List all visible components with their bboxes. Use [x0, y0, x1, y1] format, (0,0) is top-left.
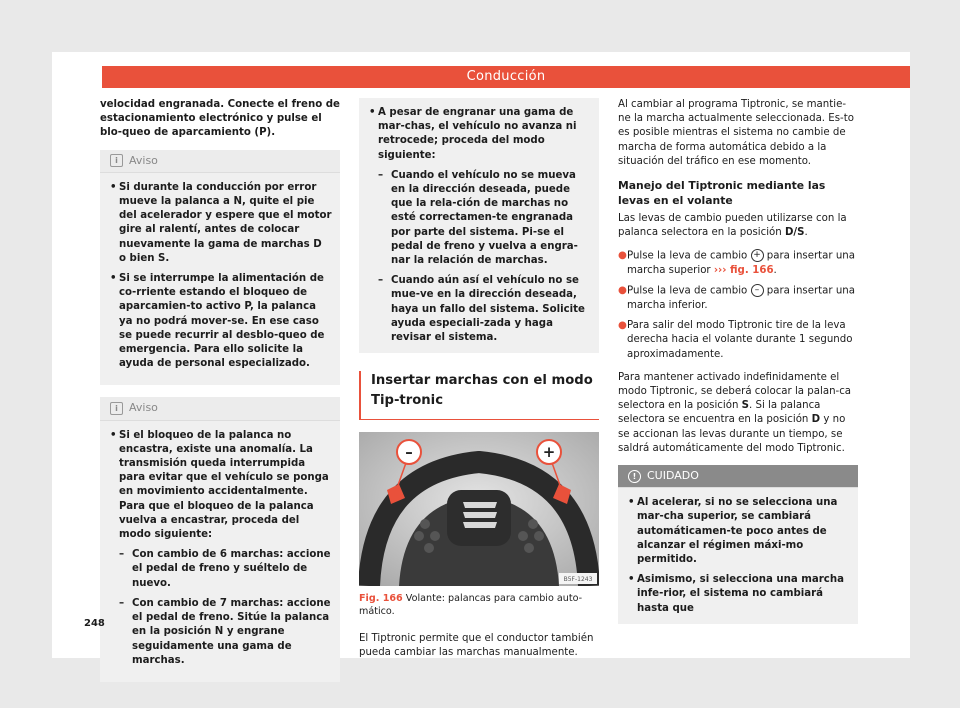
column-right	[618, 98, 858, 636]
steering-wheel-figure	[359, 432, 599, 586]
notice-bullet: • Si durante la conducción por error mueve la palanca a N, quite el pie del acelerador y espere que el motor gire al ralentí, antes de colocar nuevamente la gama de marchas D o bien S.	[110, 181, 332, 266]
page-header: Conducción	[102, 66, 910, 88]
notice-dash-item: – Con cambio de 7 marchas: accione el pedal de freno. Sitúe la palanca en la posición N y engrane seguidamente una gama de marchas.	[110, 597, 332, 668]
paragraph-2: Las levas de cambio pueden utilizarse con la palanca selectora en la posición D/S.	[618, 213, 847, 239]
notice-dash-item: – Cuando el vehículo no se mueva en la dirección deseada, puede que la rela-ción de marchas no esté correctamen-te engranada por parte del sistema. Pi-se el pedal de freno y vuelva a engra-nar la relación de marchas.	[369, 169, 591, 268]
caution-bullet: • Al acelerar, si no se selecciona una mar-cha superior, se cambiará automáticamen-te poco antes de alcanzar el régimen máxi-mo permitido.	[628, 496, 850, 567]
page-number: 248	[84, 618, 105, 629]
section-title: Insertar marchas con el modo Tip-tronic	[359, 371, 599, 420]
notice-dash-item: – Cuando aún así el vehículo no se mue-ve en la dirección deseada, haya un fallo del sistema. Solicite ayuda especiali-zada y haga revisar el sistema.	[369, 274, 591, 345]
caption-text: Volante: palancas para cambio auto-mático.	[359, 593, 583, 618]
plus-lever-icon: +	[751, 249, 764, 262]
caution-bullet: • Asimismo, si selecciona una marcha infe-rior, el sistema no cambiará hasta que	[628, 573, 850, 616]
notice-bullet: • Si el bloqueo de la palanca no encastra, existe una anomalía. La transmisión queda interrumpida para evitar que el vehículo se ponga en movimiento accidentalmente. Para que el bloqueo de la palanca vuelva a encastrar, proceda del modo siguiente:	[110, 429, 332, 543]
paragraph-3: Para mantener activado indefinidamente el modo Tiptronic, se deberá colocar la palan-ca selectora en la posición S. Si la palanca selectora se encuentra en la posición D y no se accionan las levas durante un tiempo, se saldrá automáticamente del modo Tiptronic.	[618, 371, 852, 454]
notice-box-continued	[359, 98, 599, 353]
manual-page	[52, 52, 910, 666]
notice-title-1: i Aviso	[100, 150, 340, 173]
figure-ref: Fig. 166	[359, 593, 403, 605]
warning-icon: !	[628, 470, 641, 483]
info-icon: i	[110, 154, 123, 167]
figure-code: B5F-1243	[563, 576, 593, 584]
notice-box-2	[100, 397, 340, 681]
intro-text: velocidad engranada. Conecte el freno de estacionamiento electrónico y pulse el blo-queo de aparcamiento (P).	[100, 99, 340, 139]
minus-label: –	[405, 443, 413, 462]
minus-lever-icon: –	[751, 284, 764, 297]
caution-title: ! CUIDADO	[618, 465, 858, 488]
paragraph-1: Al cambiar al programa Tiptronic, se mantie-ne la marcha actualmente seleccionada. Es-to es posible mientras el sistema no cambie de marcha de forma automática debido a la situación del tráfico en ese momento.	[618, 99, 854, 167]
notice-bullet: • A pesar de engranar una gama de mar-chas, el vehículo no avanza ni retrocede; proceda del modo siguiente:	[369, 106, 591, 163]
figure-link[interactable]: ››› fig. 166	[713, 265, 774, 277]
info-icon: i	[110, 402, 123, 415]
notice-box-1	[100, 150, 340, 386]
body-text: El Tiptronic permite que el conductor también pueda cambiar las marchas manualmente.	[359, 633, 594, 659]
step-1: ● Pulse la leva de cambio + para insertar una marcha superior ››› fig. 166.	[618, 250, 855, 277]
notice-bullet: • Si se interrumpe la alimentación de co-rriente estando el bloqueo de aparcamien-to activo P, la palanca ya no podrá mover-se. En ese caso se puede recurrir al desblo-queo de emergencia. Para ello solicite la ayuda de personal especializado.	[110, 272, 332, 371]
subheading: Manejo del Tiptronic mediante las levas en el volante	[618, 179, 826, 208]
figure-caption	[359, 592, 599, 618]
column-left	[100, 98, 340, 694]
plus-label: +	[542, 443, 556, 462]
steering-wheel-illustration	[359, 432, 599, 586]
step-2: ● Pulse la leva de cambio – para insertar una marcha inferior.	[618, 285, 855, 312]
step-3: ● Para salir del modo Tiptronic tire de la leva derecha hacia el volante durante 1 segundo aproximadamente.	[618, 320, 853, 360]
notice-title-2: i Aviso	[100, 397, 340, 420]
notice-dash-item: – Con cambio de 6 marchas: accione el pedal de freno y suéltelo de nuevo.	[110, 548, 332, 591]
caution-box	[618, 465, 858, 624]
column-middle	[359, 98, 599, 670]
